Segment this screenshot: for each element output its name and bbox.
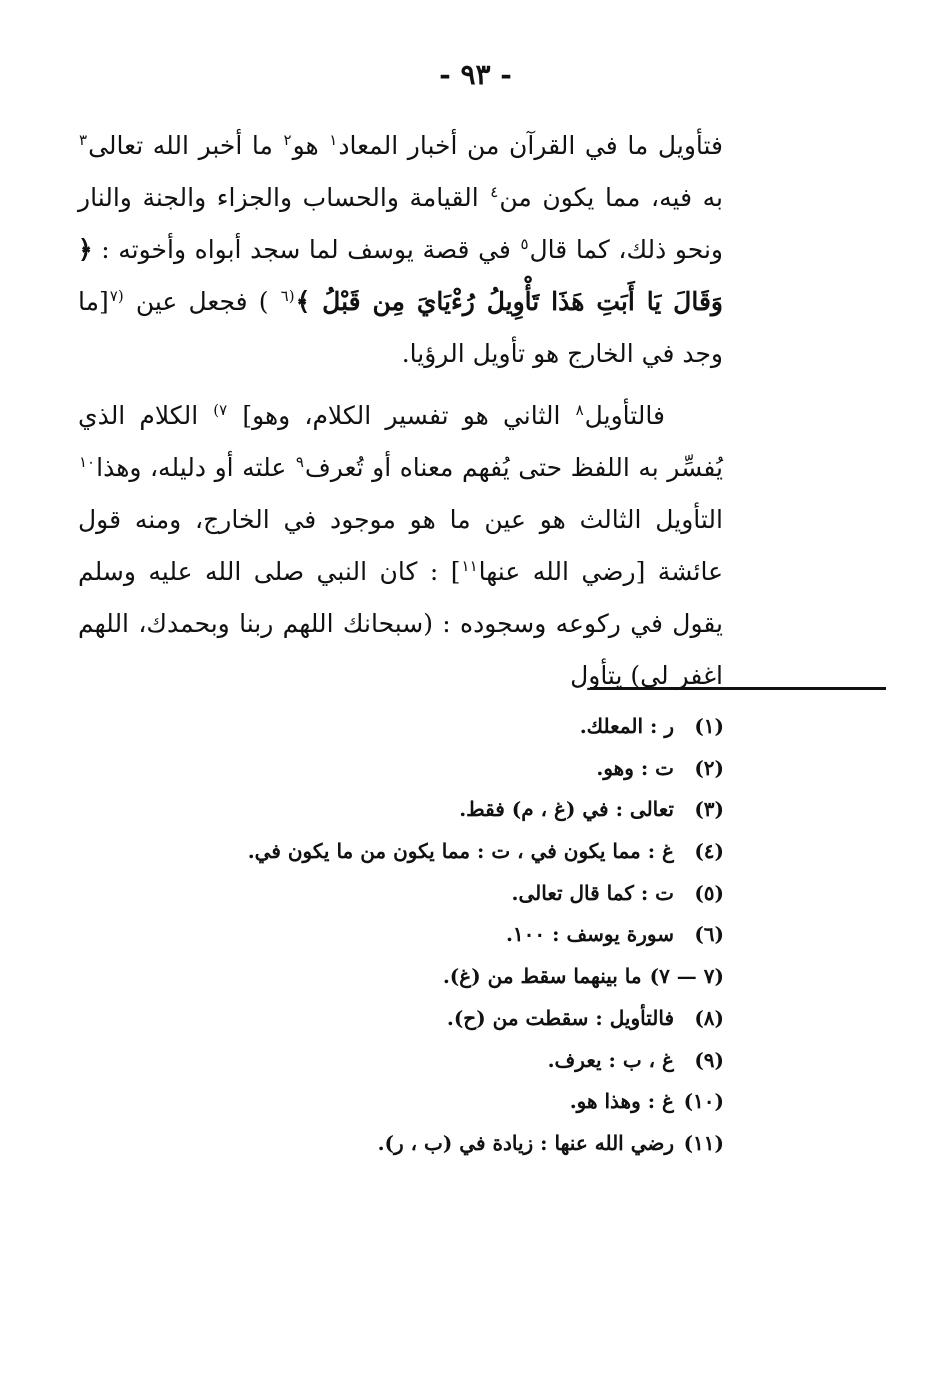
footnote-marker: ٤ xyxy=(490,183,499,201)
footnote-marker: ٩ xyxy=(295,453,304,471)
footnote-item xyxy=(78,796,724,838)
footnote-text: غ ، ب : يعرف. xyxy=(547,1047,674,1072)
footnote-number: (٣) xyxy=(694,797,724,822)
footnote-marker: ١١ xyxy=(461,557,478,575)
text-run: الثاني هو تفسير الكلام، وهو] xyxy=(228,401,575,430)
footnote-marker: ١ xyxy=(329,131,338,149)
footnote-text: غ : وهذا هو. xyxy=(569,1089,674,1114)
text-run: القيامة والحساب والجزاء والجنة والنار ونحو ذلك، كما قال xyxy=(78,183,723,264)
footnote-text: ت : وهو. xyxy=(596,755,674,780)
footnote-item xyxy=(78,1047,724,1089)
footnote-item xyxy=(78,1130,724,1172)
footnote-marker: ١٠ xyxy=(79,453,96,471)
footnote-number: (٥) xyxy=(694,880,724,905)
footnote-number: (٢) xyxy=(694,755,724,780)
main-text xyxy=(78,120,723,702)
footnote-text: ت : كما قال تعالى. xyxy=(511,880,674,905)
footnote-number: (٦) xyxy=(694,922,724,947)
text-run: به فيه، مما يكون من xyxy=(499,183,723,212)
footnote-number: (١١) xyxy=(683,1130,724,1155)
footnote-number: (٨) xyxy=(694,1005,724,1030)
footnote-text: غ : مما يكون في ، ت : مما يكون من ما يكون في. xyxy=(247,839,674,864)
footnote-item xyxy=(78,880,724,922)
footnote-number: (٤) xyxy=(694,839,724,864)
footnote-item xyxy=(78,1088,724,1130)
footnote-item xyxy=(78,838,724,880)
footnote-item xyxy=(78,963,724,1005)
text-run: الكلام الذي يُفسِّر به اللفظ حتى يُفهم معناه أو تُعرف xyxy=(78,401,723,482)
paragraph-1 xyxy=(78,120,723,380)
text-run: ) فجعل عين xyxy=(124,287,280,316)
footnote-text: ر : المعلك. xyxy=(579,714,674,738)
footnote-text: ما بينهما سقط من (غ). xyxy=(442,964,642,989)
paragraph-2 xyxy=(78,390,723,702)
text-run: فالتأويل xyxy=(584,401,665,430)
footnote-number: (١٠) xyxy=(683,1089,724,1114)
footnote-marker: ٧) xyxy=(213,401,228,419)
footnote-separator xyxy=(590,687,886,690)
footnote-item xyxy=(78,921,724,963)
footnote-item xyxy=(78,1005,724,1047)
quran-verse: ﴿ وَقَالَ يَا أَبَتِ هَذَا تَأْوِيلُ رُءْيَايَ مِن قَبْلُ ﴾ xyxy=(78,235,723,316)
footnote-marker: (٦ xyxy=(280,287,295,305)
page-number: - ٩٣ - xyxy=(439,58,512,91)
text-run: علته أو دليله، وهذا xyxy=(96,453,295,482)
footnote-text: تعالى : في (غ ، م) فقط. xyxy=(459,797,674,822)
footnote-marker: (٧ xyxy=(109,287,124,305)
text-run: التأويل الثالث هو عين ما هو موجود في الخارج، ومنه قول عائشة [رضي الله عنها xyxy=(78,505,723,586)
footnote-item xyxy=(78,755,724,797)
footnote-item xyxy=(78,713,724,755)
footnote-text: فالتأويل : سقطت من (ح). xyxy=(446,1005,674,1030)
footnote-number: (١) xyxy=(694,714,724,738)
text-run: ما أخبر الله تعالى xyxy=(88,131,283,160)
text-run: في قصة يوسف لما سجد أبواه وأخوته : xyxy=(92,235,520,264)
text-run: هو xyxy=(292,131,329,160)
footnote-text: سورة يوسف : ١٠٠. xyxy=(505,922,674,947)
footnote-number: (٧ — ٧) xyxy=(649,964,724,989)
text-run: [ما وجد في الخارج هو تأويل الرؤيا. xyxy=(78,287,723,368)
footnote-marker: ٢ xyxy=(283,131,292,149)
footnote-marker: ٥ xyxy=(520,235,529,253)
footnote-text: رضي الله عنها : زيادة في (ب ، ر). xyxy=(377,1130,674,1155)
footnote-number: (٩) xyxy=(694,1047,724,1072)
footnote-marker: ٣ xyxy=(79,131,88,149)
footnote-marker: ٨ xyxy=(575,401,584,419)
text-run: ] : كان النبي صلى الله عليه وسلم يقول في ركوعه وسجوده : (سبحانك اللهم ربنا وبحمدك، اللهم اغفر لي) يتأول xyxy=(78,557,723,690)
footnotes-list xyxy=(78,713,724,1172)
text-run: فتأويل ما في القرآن من أخبار المعاد xyxy=(338,131,723,160)
